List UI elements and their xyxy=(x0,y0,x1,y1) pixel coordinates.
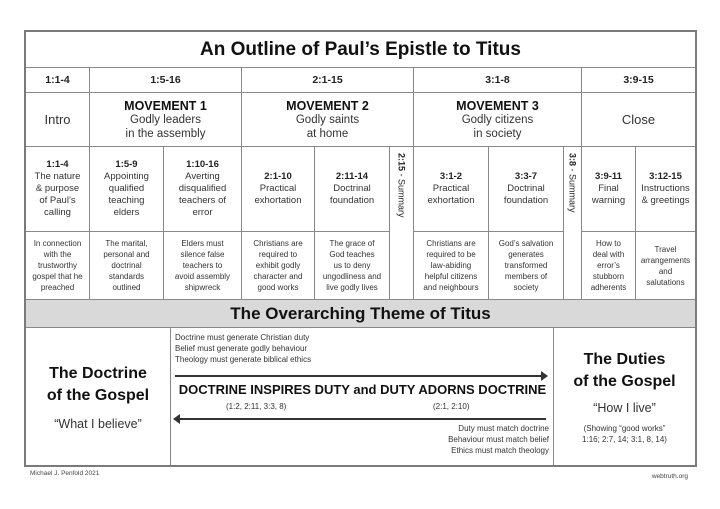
desc-line: required to xyxy=(258,250,298,259)
section-desc-cell xyxy=(26,232,90,300)
section-title-line: error xyxy=(192,207,213,218)
summary-text: - Summary xyxy=(396,171,407,218)
arrow-right-icon xyxy=(175,375,546,377)
desc-line: How to xyxy=(596,239,621,248)
generate-line: Doctrine must generate Christian duty xyxy=(175,333,310,342)
movement-label: MOVEMENT 1 xyxy=(124,98,207,113)
desc-line: salutations xyxy=(646,277,685,287)
ref-cell-movement-3 xyxy=(414,68,582,93)
section-title-line: of Paul’s xyxy=(39,195,76,206)
generate-line: Belief must generate godly behaviour xyxy=(175,344,308,353)
section-title-line: & purpose xyxy=(35,183,80,194)
ref-cell-intro xyxy=(26,68,90,93)
arrow-left-icon xyxy=(177,418,546,420)
ref-label: 3:9-15 xyxy=(623,74,654,86)
desc-line: deal with xyxy=(592,250,625,259)
section-title-line: foundation xyxy=(503,195,549,206)
section-ref: 3:3-7 xyxy=(514,171,538,182)
section-ref: 1:10-16 xyxy=(186,159,219,170)
duty-refs: (2:1, 2:10) xyxy=(433,402,470,411)
section-title-cell xyxy=(414,147,489,232)
section-title-line: calling xyxy=(44,207,71,218)
movement-cell-1 xyxy=(90,93,242,147)
section-title-line: Final xyxy=(598,183,619,194)
section-ref: 2:1-10 xyxy=(264,171,292,182)
generate-line: Theology must generate biblical ethics xyxy=(175,355,312,364)
section-title-cell xyxy=(489,147,564,232)
desc-line: avoid assembly xyxy=(174,272,231,281)
desc-line: silence false xyxy=(180,250,225,259)
desc-line: live godly lives xyxy=(326,283,378,292)
summary-text: - Summary xyxy=(567,166,578,213)
ref-cell-movement-2 xyxy=(242,68,414,93)
desc-line: doctrinal xyxy=(111,261,142,270)
movement-subtitle: in the assembly xyxy=(125,127,206,140)
summary-vertical-label xyxy=(397,153,407,218)
section-title-line: teaching xyxy=(108,195,145,206)
section-title-line: disqualified xyxy=(178,183,227,194)
duties-title-line: The Duties xyxy=(583,350,666,368)
desc-line: shipwreck xyxy=(184,283,221,292)
desc-line: good works xyxy=(257,283,299,292)
ref-label: 1:1-4 xyxy=(45,74,70,86)
desc-line: standards xyxy=(108,272,145,281)
match-line: Ethics must match theology xyxy=(451,446,549,455)
section-desc-cell xyxy=(164,232,242,300)
central-theme: DOCTRINE INSPIRES DUTY and DUTY ADORNS DOCTRINE xyxy=(178,382,547,397)
section-desc-cell xyxy=(90,232,164,300)
desc-line: God’s salvation xyxy=(498,239,554,248)
movement-cell-close xyxy=(582,93,695,147)
movement-subtitle: Godly leaders xyxy=(130,113,201,126)
desc-line: generates xyxy=(508,250,544,259)
summary-ref: 2:15 xyxy=(396,153,407,172)
section-desc-cell xyxy=(414,232,489,300)
desc-line: us to deny xyxy=(333,261,371,270)
match-lines xyxy=(448,423,549,456)
desc-line: trustworthy xyxy=(37,261,78,270)
desc-line: law-abiding xyxy=(430,261,472,270)
match-line: Duty must match doctrine xyxy=(458,424,549,433)
section-ref: 2:11-14 xyxy=(335,171,369,182)
movement-label: MOVEMENT 3 xyxy=(456,98,539,113)
section-title-cell xyxy=(315,147,390,232)
desc-line: gospel that he xyxy=(32,272,83,281)
section-title-cell xyxy=(26,147,90,232)
desc-line: teachers to xyxy=(182,261,223,270)
desc-line: with the xyxy=(43,250,72,259)
desc-line: Travel xyxy=(654,244,677,254)
doctrine-quote: “What I believe” xyxy=(54,416,142,431)
movement-label: Close xyxy=(621,112,656,127)
section-title-line: qualified xyxy=(108,183,145,194)
desc-line: Elders must xyxy=(181,239,224,248)
movement-subtitle: at home xyxy=(306,127,349,140)
desc-line: The marital, xyxy=(105,239,148,248)
section-title-line: exhortation xyxy=(254,195,302,206)
duties-title-line: of the Gospel xyxy=(573,372,676,390)
desc-line: exhibit godly xyxy=(255,261,301,270)
desc-line: adherents xyxy=(590,283,627,292)
section-title-line: Instructions xyxy=(641,183,690,194)
section-ref: 3:9-11 xyxy=(595,171,622,182)
movement-label: Intro xyxy=(44,112,71,127)
ref-label: 3:1-8 xyxy=(485,74,510,86)
section-title-cell xyxy=(242,147,315,232)
desc-line: character and xyxy=(253,272,303,281)
chart-title-row xyxy=(26,32,695,68)
section-title-line: Averting xyxy=(185,171,220,182)
doctrine-title-line: The Doctrine xyxy=(49,364,147,382)
desc-line: outlined xyxy=(112,283,141,292)
theme-band-title: The Overarching Theme of Titus xyxy=(230,303,491,323)
doctrine-panel xyxy=(26,328,171,465)
section-ref: 1:5-9 xyxy=(115,159,138,170)
summary-vertical-label xyxy=(568,153,578,213)
doctrine-title-line: of the Gospel xyxy=(46,386,150,404)
section-title-cell xyxy=(164,147,242,232)
section-desc-cell xyxy=(636,232,695,300)
desc-line: required to be xyxy=(426,250,476,259)
section-ref: 3:12-15 xyxy=(649,171,682,182)
desc-line: society xyxy=(513,283,539,292)
movement-label: MOVEMENT 2 xyxy=(286,98,369,113)
doctrine-refs: (1:2, 2:11, 3:3, 8) xyxy=(226,402,287,411)
ref-cell-movement-1 xyxy=(90,68,242,93)
theme-panel xyxy=(171,328,554,465)
summary-ref: 3:8 xyxy=(567,153,578,167)
desc-line: ungodliness and xyxy=(322,272,382,281)
section-title-cell xyxy=(90,147,164,232)
desc-line: The grace of xyxy=(329,239,375,248)
desc-line: members of xyxy=(504,272,548,281)
section-title-line: The nature xyxy=(34,171,81,182)
movement-subtitle: in society xyxy=(473,127,522,140)
ref-cell-close xyxy=(582,68,695,93)
duties-note: (Showing “good works” xyxy=(583,423,666,433)
section-title-line: & greetings xyxy=(641,195,690,206)
duties-quote: “How I live” xyxy=(593,400,656,415)
section-ref: 3:1-2 xyxy=(439,171,463,182)
section-ref: 1:1-4 xyxy=(46,159,69,170)
theme-band xyxy=(26,300,695,328)
desc-line: Christians are xyxy=(253,239,303,248)
section-title-line: elders xyxy=(113,207,140,218)
section-desc-cell xyxy=(582,232,636,300)
movement-cell-2 xyxy=(242,93,414,147)
desc-line: and neighbours xyxy=(423,283,479,292)
desc-line: and xyxy=(658,266,673,276)
desc-line: personal and xyxy=(103,250,150,259)
section-title-line: Doctrinal xyxy=(507,183,545,194)
match-line: Behaviour must match belief xyxy=(448,435,549,444)
desc-line: helpful citizens xyxy=(424,272,478,281)
section-title-line: teachers of xyxy=(179,195,226,206)
desc-line: transformed xyxy=(504,261,548,270)
ref-label: 2:1-15 xyxy=(312,74,343,86)
duties-note: 1:16; 2:7, 14; 3:1, 8, 14) xyxy=(582,434,667,444)
section-desc-cell xyxy=(489,232,564,300)
section-title-line: exhortation xyxy=(427,195,475,206)
section-desc-cell xyxy=(315,232,390,300)
section-desc-cell xyxy=(242,232,315,300)
generate-lines xyxy=(175,332,311,365)
desc-line: arrangements xyxy=(640,255,691,265)
movement-subtitle: Godly saints xyxy=(295,113,360,126)
summary-column-2-15 xyxy=(390,147,414,300)
desc-line: In connection xyxy=(33,239,82,248)
section-title-line: Appointing xyxy=(104,171,149,182)
site-credit: webtruth.org xyxy=(651,473,688,480)
summary-column-3-8 xyxy=(564,147,582,300)
section-title-line: warning xyxy=(591,195,626,206)
ref-label: 1:5-16 xyxy=(150,74,181,86)
outline-chart xyxy=(24,30,697,467)
desc-line: stubborn xyxy=(592,272,625,281)
section-title-line: foundation xyxy=(329,195,375,206)
duties-panel xyxy=(554,328,695,465)
desc-line: error’s xyxy=(597,261,620,270)
section-title-line: Practical xyxy=(432,183,470,194)
desc-line: preached xyxy=(40,283,75,292)
movement-cell-intro xyxy=(26,93,90,147)
section-title-cell xyxy=(636,147,695,232)
chart-title: An Outline of Paul’s Epistle to Titus xyxy=(200,38,521,60)
section-title-line: Doctrinal xyxy=(333,183,371,194)
section-title-cell xyxy=(582,147,636,232)
desc-line: God teaches xyxy=(329,250,375,259)
movement-subtitle: Godly citizens xyxy=(461,113,534,126)
section-title-line: Practical xyxy=(259,183,297,194)
movement-cell-3 xyxy=(414,93,582,147)
desc-line: Christians are xyxy=(426,239,476,248)
author-credit: Michael J. Penfold 2021 xyxy=(30,470,100,477)
